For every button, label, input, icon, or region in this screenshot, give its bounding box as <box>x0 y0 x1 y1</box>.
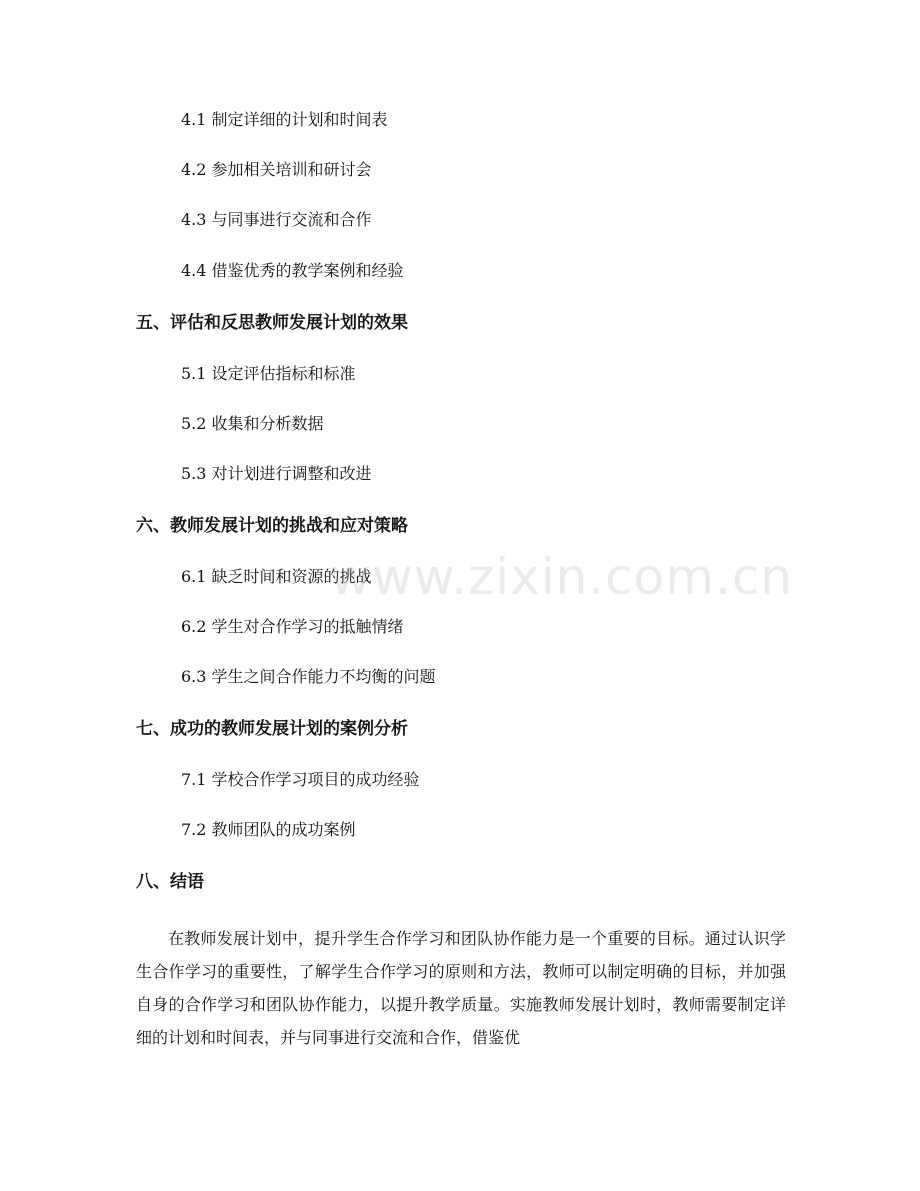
subsection-5-3: 5.3 对计划进行调整和改进 <box>181 464 372 483</box>
conclusion-paragraph: 在教师发展计划中，提升学生合作学习和团队协作能力是一个重要的目标。通过认识学生合作学习的重要性，了解学生合作学习的原则和方法，教师可以制定明确的目标，并加强自身的合作学习和团队协作能力，以提升教学质量。实施教师发展计划时，教师需要制定详细的计划和时间表，并与同事进行交流和合作，借鉴优 <box>136 929 786 1047</box>
subsection-7-1: 7.1 学校合作学习项目的成功经验 <box>181 770 420 789</box>
subsection-4-1: 4.1 制定详细的计划和时间表 <box>181 110 388 129</box>
section-heading-8: 八、结语 <box>136 872 204 892</box>
subsection-7-2: 7.2 教师团队的成功案例 <box>181 820 356 839</box>
subsection-4-3: 4.3 与同事进行交流和合作 <box>181 210 372 229</box>
section-heading-5: 五、评估和反思教师发展计划的效果 <box>136 313 408 333</box>
subsection-6-1: 6.1 缺乏时间和资源的挑战 <box>181 567 372 586</box>
watermark: www.zixin.com.cn <box>330 548 794 606</box>
subsection-5-2: 5.2 收集和分析数据 <box>181 414 324 433</box>
section-heading-6: 六、教师发展计划的挑战和应对策略 <box>136 516 408 536</box>
subsection-6-3: 6.3 学生之间合作能力不均衡的问题 <box>181 667 436 686</box>
subsection-4-2: 4.2 参加相关培训和研讨会 <box>181 160 372 179</box>
subsection-6-2: 6.2 学生对合作学习的抵触情绪 <box>181 617 404 636</box>
subsection-5-1: 5.1 设定评估指标和标准 <box>181 364 356 383</box>
section-heading-7: 七、成功的教师发展计划的案例分析 <box>136 719 408 739</box>
subsection-4-4: 4.4 借鉴优秀的教学案例和经验 <box>181 261 404 280</box>
